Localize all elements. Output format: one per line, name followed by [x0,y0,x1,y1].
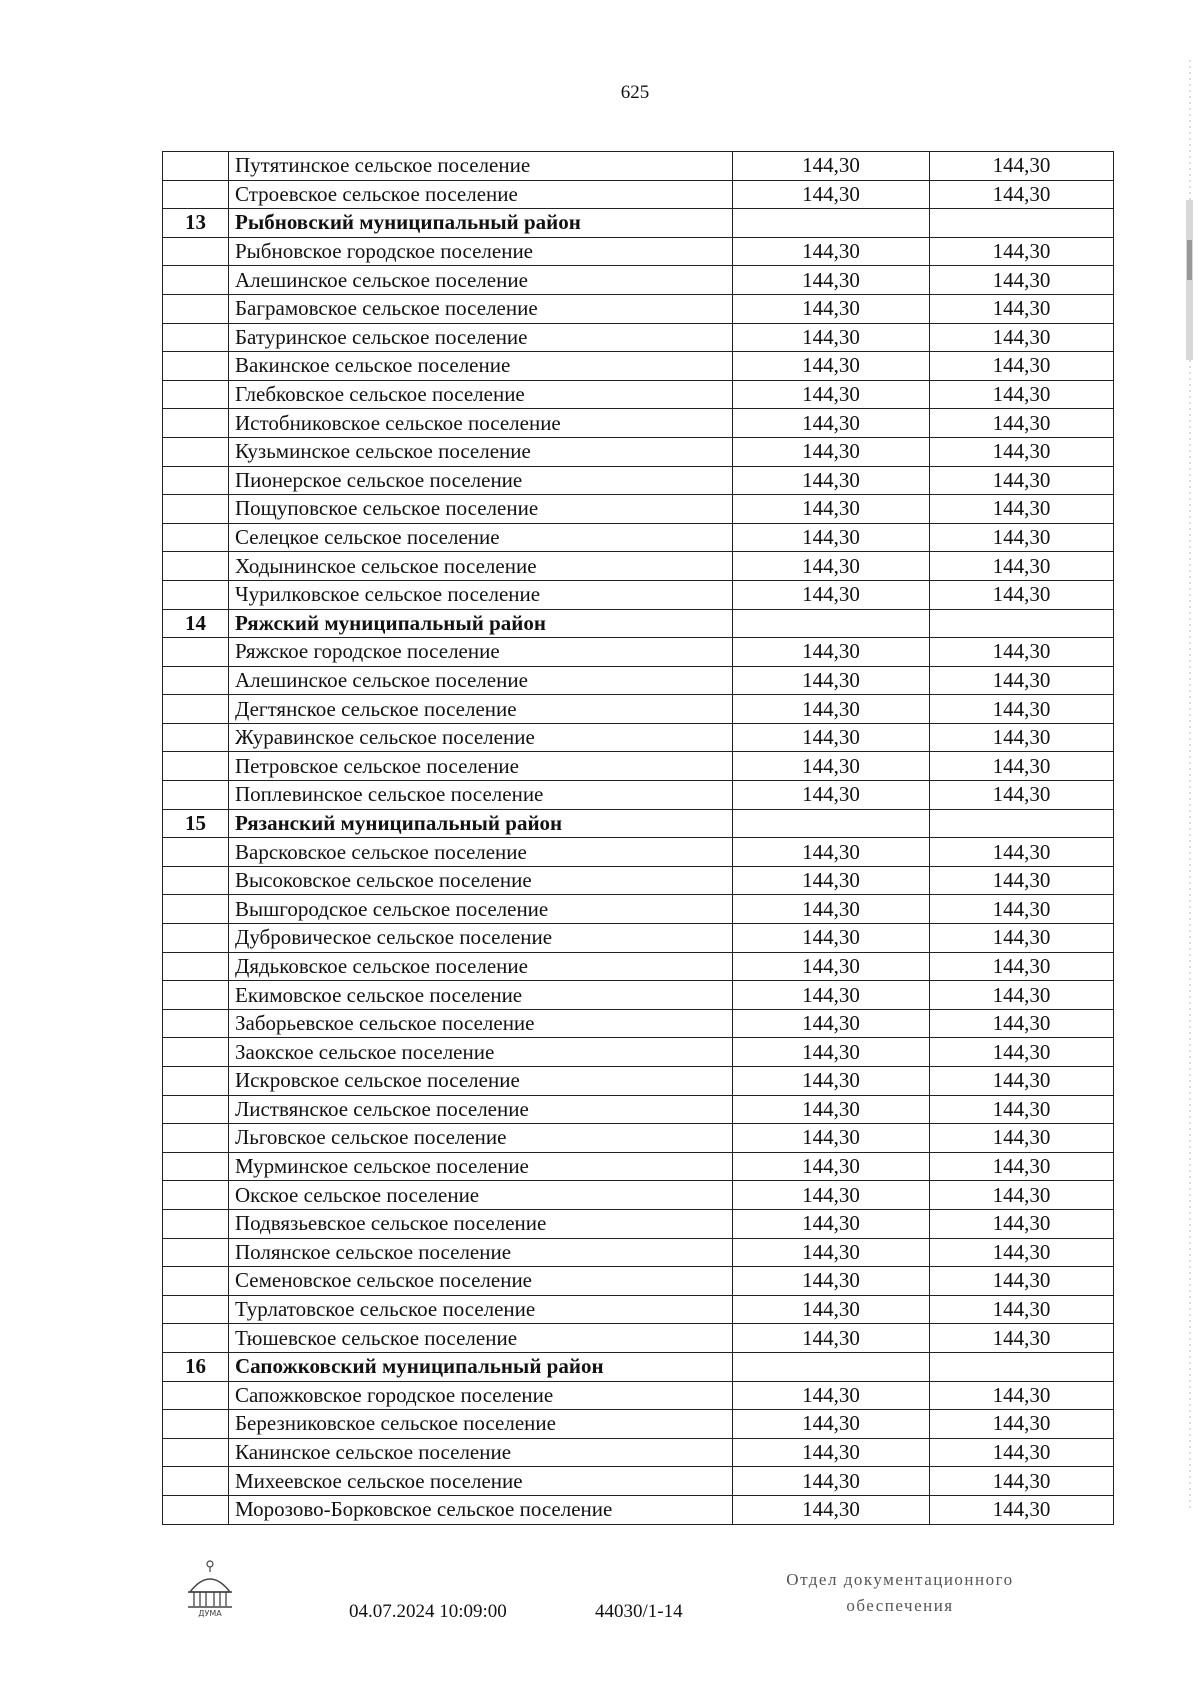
row-number [163,838,229,867]
row-number [163,1209,229,1238]
settlement-name: Окское сельское поселение [229,1181,733,1210]
row-number [163,552,229,581]
value-col-1: 144,30 [733,781,930,810]
row-number [163,523,229,552]
value-col-2: 144,30 [930,1467,1114,1496]
settlement-row [163,1038,1114,1067]
row-number: 16 [163,1352,229,1381]
settlement-name: Подвязьевское сельское поселение [229,1209,733,1238]
value-col-2: 144,30 [930,952,1114,981]
value-col-2: 144,30 [930,1267,1114,1296]
stamp-line-1: Отдел документационного [786,1570,1014,1589]
settlement-name: Глебковское сельское поселение [229,380,733,409]
settlement-name: Ряжское городское поселение [229,638,733,667]
value-col-1: 144,30 [733,1467,930,1496]
footer-doc-code: 44030/1-14 [595,1601,683,1622]
settlement-name: Канинское сельское поселение [229,1438,733,1467]
row-number [163,1067,229,1096]
settlement-row [163,1095,1114,1124]
settlement-row [163,380,1114,409]
settlement-name: Рыбновское городское поселение [229,237,733,266]
row-number [163,1438,229,1467]
settlement-row [163,352,1114,381]
settlement-row [163,294,1114,323]
settlement-name: Льговское сельское поселение [229,1124,733,1153]
settlement-name: Батуринское сельское поселение [229,323,733,352]
value-col-2: 144,30 [930,180,1114,209]
duma-logo-icon [180,1558,240,1618]
value-col-1: 144,30 [733,180,930,209]
settlement-name: Заборьевское сельское поселение [229,1009,733,1038]
settlement-name: Рязанский муниципальный район [229,809,733,838]
settlement-name: Рыбновский муниципальный район [229,209,733,238]
value-col-1: 144,30 [733,752,930,781]
settlement-name: Сапожковское городское поселение [229,1381,733,1410]
value-col-1: 144,30 [733,638,930,667]
row-number [163,1009,229,1038]
value-col-2 [930,1352,1114,1381]
value-col-2: 144,30 [930,1067,1114,1096]
value-col-2: 144,30 [930,866,1114,895]
settlement-row [163,1324,1114,1353]
settlement-row [163,266,1114,295]
value-col-1: 144,30 [733,266,930,295]
value-col-2 [930,609,1114,638]
row-number [163,924,229,953]
value-col-2: 144,30 [930,1295,1114,1324]
settlement-row [163,866,1114,895]
value-col-2: 144,30 [930,523,1114,552]
value-col-2: 144,30 [930,437,1114,466]
value-col-1: 144,30 [733,437,930,466]
settlement-name: Заокское сельское поселение [229,1038,733,1067]
row-number [163,437,229,466]
value-col-1: 144,30 [733,523,930,552]
settlement-row [163,981,1114,1010]
settlement-name: Истобниковское сельское поселение [229,409,733,438]
value-col-1: 144,30 [733,1209,930,1238]
value-col-1: 144,30 [733,1438,930,1467]
settlement-row [163,924,1114,953]
value-col-1: 144,30 [733,1381,930,1410]
value-col-2: 144,30 [930,1152,1114,1181]
settlement-row [163,1381,1114,1410]
value-col-1: 144,30 [733,1495,930,1524]
row-number [163,866,229,895]
value-col-2: 144,30 [930,466,1114,495]
row-number [163,180,229,209]
row-number [163,781,229,810]
value-col-2: 144,30 [930,1009,1114,1038]
settlement-name: Алешинское сельское поселение [229,266,733,295]
value-col-2: 144,30 [930,1038,1114,1067]
value-col-1: 144,30 [733,1238,930,1267]
value-col-2: 144,30 [930,695,1114,724]
row-number [163,981,229,1010]
value-col-1: 144,30 [733,1152,930,1181]
value-col-1: 144,30 [733,1324,930,1353]
settlement-row [163,952,1114,981]
value-col-1: 144,30 [733,695,930,724]
value-col-1 [733,209,930,238]
row-number [163,1267,229,1296]
district-row [163,609,1114,638]
value-col-2: 144,30 [930,666,1114,695]
settlement-row [163,638,1114,667]
row-number [163,638,229,667]
value-col-1: 144,30 [733,666,930,695]
row-number [163,695,229,724]
value-col-1: 144,30 [733,1124,930,1153]
value-col-1: 144,30 [733,1095,930,1124]
stamp-line-2: обеспечения [846,1596,954,1615]
value-col-1: 144,30 [733,1181,930,1210]
row-number [163,895,229,924]
settlement-name: Дядьковское сельское поселение [229,952,733,981]
settlement-name: Сапожковский муниципальный район [229,1352,733,1381]
settlement-name: Чурилковское сельское поселение [229,580,733,609]
settlement-name: Михеевское сельское поселение [229,1467,733,1496]
row-number [163,323,229,352]
settlement-row [163,1467,1114,1496]
value-col-1: 144,30 [733,495,930,524]
settlement-row [163,409,1114,438]
settlement-row [163,1181,1114,1210]
value-col-2: 144,30 [930,352,1114,381]
settlement-name: Мурминское сельское поселение [229,1152,733,1181]
row-number [163,752,229,781]
value-col-2: 144,30 [930,838,1114,867]
value-col-2: 144,30 [930,1381,1114,1410]
settlement-name: Вакинское сельское поселение [229,352,733,381]
row-number: 14 [163,609,229,638]
row-number [163,1495,229,1524]
row-number [163,952,229,981]
page-number: 625 [620,82,650,103]
value-col-2: 144,30 [930,237,1114,266]
value-col-1: 144,30 [733,380,930,409]
settlement-name: Дегтянское сельское поселение [229,695,733,724]
value-col-2: 144,30 [930,152,1114,181]
value-col-1 [733,609,930,638]
value-col-2: 144,30 [930,895,1114,924]
value-col-1: 144,30 [733,866,930,895]
value-col-1: 144,30 [733,723,930,752]
settlement-row [163,1152,1114,1181]
value-col-2: 144,30 [930,495,1114,524]
settlement-name: Высоковское сельское поселение [229,866,733,895]
settlement-name: Дубровическое сельское поселение [229,924,733,953]
value-col-2: 144,30 [930,409,1114,438]
settlement-row [163,781,1114,810]
value-col-1: 144,30 [733,352,930,381]
value-col-1: 144,30 [733,409,930,438]
settlement-name: Журавинское сельское поселение [229,723,733,752]
settlement-name: Поплевинское сельское поселение [229,781,733,810]
row-number [163,1152,229,1181]
settlement-name: Селецкое сельское поселение [229,523,733,552]
value-col-1: 144,30 [733,924,930,953]
value-col-1: 144,30 [733,1295,930,1324]
value-col-1 [733,1352,930,1381]
value-col-2: 144,30 [930,781,1114,810]
allocation-table [162,151,1114,1525]
settlement-row [163,695,1114,724]
settlement-name: Путятинское сельское поселение [229,152,733,181]
settlement-row [163,466,1114,495]
value-col-1: 144,30 [733,1009,930,1038]
settlement-row [163,838,1114,867]
settlement-name: Морозово-Борковское сельское поселение [229,1495,733,1524]
settlement-row [163,152,1114,181]
value-col-2: 144,30 [930,1095,1114,1124]
settlement-name: Полянское сельское поселение [229,1238,733,1267]
row-number [163,1381,229,1410]
table-body [163,152,1114,1525]
settlement-name: Кузьминское сельское поселение [229,437,733,466]
row-number [163,1324,229,1353]
value-col-1: 144,30 [733,1038,930,1067]
row-number [163,495,229,524]
settlement-row [163,237,1114,266]
row-number [163,580,229,609]
settlement-row [163,1067,1114,1096]
value-col-2: 144,30 [930,981,1114,1010]
settlement-name: Тюшевское сельское поселение [229,1324,733,1353]
settlement-name: Ходынинское сельское поселение [229,552,733,581]
settlement-row [163,752,1114,781]
value-col-2: 144,30 [930,1495,1114,1524]
row-number: 15 [163,809,229,838]
value-col-1: 144,30 [733,1410,930,1439]
settlement-row [163,523,1114,552]
row-number [163,1038,229,1067]
settlement-row [163,1495,1114,1524]
settlement-name: Баграмовское сельское поселение [229,294,733,323]
row-number [163,666,229,695]
row-number [163,266,229,295]
settlement-name: Семеновское сельское поселение [229,1267,733,1296]
row-number [163,152,229,181]
value-col-1: 144,30 [733,323,930,352]
value-col-1: 144,30 [733,294,930,323]
district-row [163,209,1114,238]
value-col-1: 144,30 [733,552,930,581]
settlement-name: Пионерское сельское поселение [229,466,733,495]
district-row [163,809,1114,838]
value-col-2: 144,30 [930,1124,1114,1153]
row-number [163,1410,229,1439]
value-col-1: 144,30 [733,981,930,1010]
value-col-2: 144,30 [930,580,1114,609]
settlement-row [163,895,1114,924]
settlement-row [163,323,1114,352]
settlement-row [163,1124,1114,1153]
settlement-name: Пощуповское сельское поселение [229,495,733,524]
value-col-1: 144,30 [733,838,930,867]
settlement-row [163,666,1114,695]
value-col-2 [930,209,1114,238]
value-col-1: 144,30 [733,1067,930,1096]
value-col-2: 144,30 [930,1410,1114,1439]
district-row [163,1352,1114,1381]
value-col-1: 144,30 [733,466,930,495]
value-col-1: 144,30 [733,237,930,266]
row-number: 13 [163,209,229,238]
value-col-2: 144,30 [930,380,1114,409]
value-col-2: 144,30 [930,1438,1114,1467]
settlement-row [163,580,1114,609]
value-col-2: 144,30 [930,1209,1114,1238]
value-col-2: 144,30 [930,1181,1114,1210]
settlement-row [163,1238,1114,1267]
value-col-2: 144,30 [930,638,1114,667]
settlement-row [163,1267,1114,1296]
value-col-2 [930,809,1114,838]
settlement-row [163,1009,1114,1038]
settlement-row [163,552,1114,581]
department-stamp [735,1567,1065,1619]
settlement-name: Петровское сельское поселение [229,752,733,781]
settlement-name: Листвянское сельское поселение [229,1095,733,1124]
settlement-row [163,495,1114,524]
value-col-2: 144,30 [930,1238,1114,1267]
value-col-1: 144,30 [733,952,930,981]
value-col-2: 144,30 [930,294,1114,323]
settlement-row [163,180,1114,209]
row-number [163,237,229,266]
value-col-2: 144,30 [930,266,1114,295]
settlement-name: Березниковское сельское поселение [229,1410,733,1439]
settlement-row [163,1209,1114,1238]
value-col-1: 144,30 [733,1267,930,1296]
settlement-row [163,1295,1114,1324]
value-col-1: 144,30 [733,580,930,609]
value-col-2: 144,30 [930,924,1114,953]
settlement-name: Строевское сельское поселение [229,180,733,209]
row-number [163,352,229,381]
value-col-1: 144,30 [733,152,930,181]
settlement-name: Ряжский муниципальный район [229,609,733,638]
settlement-name: Варсковское сельское поселение [229,838,733,867]
settlement-row [163,1410,1114,1439]
value-col-2: 144,30 [930,323,1114,352]
row-number [163,380,229,409]
value-col-2: 144,30 [930,1324,1114,1353]
row-number [163,294,229,323]
settlement-name: Алешинское сельское поселение [229,666,733,695]
row-number [163,466,229,495]
row-number [163,723,229,752]
row-number [163,1181,229,1210]
row-number [163,1124,229,1153]
row-number [163,1467,229,1496]
settlement-name: Турлатовское сельское поселение [229,1295,733,1324]
settlement-name: Искровское сельское поселение [229,1067,733,1096]
svg-text:ДУМА: ДУМА [198,1609,222,1618]
value-col-1 [733,809,930,838]
row-number [163,1095,229,1124]
row-number [163,409,229,438]
value-col-2: 144,30 [930,752,1114,781]
value-col-1: 144,30 [733,895,930,924]
value-col-2: 144,30 [930,552,1114,581]
settlement-row [163,723,1114,752]
settlement-name: Вышгородское сельское поселение [229,895,733,924]
settlement-row [163,1438,1114,1467]
settlement-name: Екимовское сельское поселение [229,981,733,1010]
settlement-row [163,437,1114,466]
scan-edge-artifact [1184,60,1194,1510]
value-col-2: 144,30 [930,723,1114,752]
row-number [163,1295,229,1324]
footer-datetime: 04.07.2024 10:09:00 [349,1601,507,1622]
row-number [163,1238,229,1267]
